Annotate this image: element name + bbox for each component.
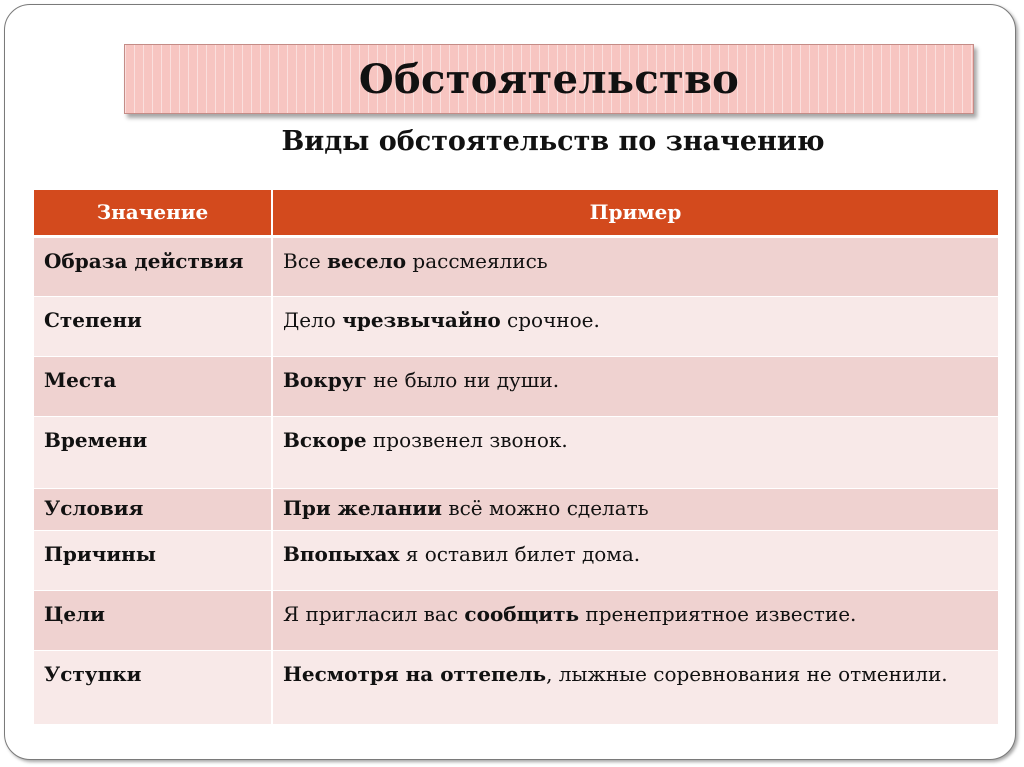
slide-title: Обстоятельство <box>358 55 740 103</box>
example-cell <box>272 356 998 416</box>
table-row <box>34 236 998 296</box>
example-part-highlight: Несмотря на оттепель <box>283 661 547 686</box>
meaning-cell: Цели <box>34 590 272 650</box>
example-part-highlight: Вскоре <box>283 427 367 452</box>
example-cell <box>272 590 998 650</box>
example-part: рассмеялись <box>406 248 548 273</box>
table-header-row <box>34 190 998 236</box>
example-part-highlight: Вокруг <box>283 367 367 392</box>
example-part: Я пригласил вас <box>283 601 465 626</box>
table-row <box>34 530 998 590</box>
table-row <box>34 590 998 650</box>
example-part: срочное. <box>500 307 600 332</box>
example-part: пренеприятное известие. <box>579 601 857 626</box>
example-part: я оставил билет дома. <box>399 541 641 566</box>
example-part-highlight: чрезвычайно <box>342 307 501 332</box>
table-row <box>34 416 998 488</box>
example-cell <box>272 530 998 590</box>
circumstance-types-table <box>34 190 998 725</box>
meaning-cell: Степени <box>34 296 272 356</box>
example-cell <box>272 416 998 488</box>
example-part: не было ни души. <box>366 367 560 392</box>
meaning-cell: Уступки <box>34 650 272 724</box>
example-cell <box>272 296 998 356</box>
example-part-highlight: При желании <box>283 495 442 520</box>
example-cell <box>272 488 998 530</box>
title-box <box>124 44 974 114</box>
example-part: Все <box>283 248 328 273</box>
meaning-cell: Образа действия <box>34 236 272 296</box>
meaning-cell: Причины <box>34 530 272 590</box>
slide-subtitle: Виды обстоятельств по значению <box>281 126 825 157</box>
example-part-highlight: весело <box>327 248 407 273</box>
example-cell <box>272 650 998 724</box>
header-meaning: Значение <box>34 190 272 236</box>
example-part: прозвенел звонок. <box>366 427 568 452</box>
table-row <box>34 650 998 724</box>
example-part: , лыжные соревнования не отменили. <box>546 661 948 686</box>
meaning-cell: Места <box>34 356 272 416</box>
example-part-highlight: сообщить <box>464 601 580 626</box>
meaning-cell: Условия <box>34 488 272 530</box>
table-row <box>34 356 998 416</box>
meaning-cell: Времени <box>34 416 272 488</box>
table-row <box>34 296 998 356</box>
example-part: Дело <box>283 307 343 332</box>
table-row <box>34 488 998 530</box>
example-part: всё можно сделать <box>441 495 649 520</box>
example-cell <box>272 236 998 296</box>
example-part-highlight: Впопыхах <box>283 541 400 566</box>
header-example: Пример <box>272 190 998 236</box>
